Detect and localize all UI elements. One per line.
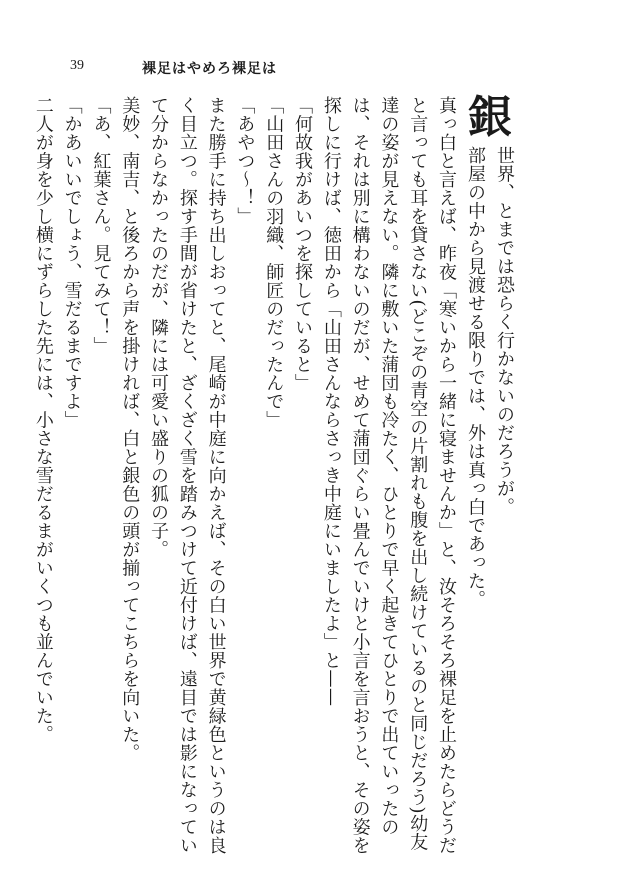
paragraph: また勝手に持ち出しおってと、尾崎が中庭に向かえば、その白い世界で黄緑色というのは良く目立つ。探す手間が省けたと、ざくざく雪を踏みつけて近付けば、遠目では影になっていて分からなかったのだが、隣には可愛い盛りの狐の子。 [148,96,227,855]
paragraph: 「あ、紅葉さん。見てみて！」 [90,96,112,355]
page-header [0,58,630,82]
opening-line-2: 部屋の中から見渡せる限りでは、外は真っ白であった。 [465,146,486,609]
paragraph: 「山田さんの羽織、師匠のだったんで」 [263,96,285,429]
paragraph: 「あやつ〜！」 [234,96,256,226]
body-text [28,96,460,856]
paragraph: 「かあいいでしょう、雪だるまですよ」 [61,96,83,429]
drop-cap: 銀 [468,92,512,143]
paragraph: 二人が身を少し横にずらした先には、小さな雪だるまがいくつも並んでいた。 [32,96,54,744]
paragraph: 美妙、南吉、と後ろから声を掛ければ、白と銀色の頭が揃ってこちらを向いた。 [119,96,141,762]
running-title: 裸足はやめろ裸足は [142,61,277,77]
paragraph: 真っ白と言えば、昨夜「寒いから一緒に寝ませんか」と、汝そろそろ裸足を止めたらどうだと言っても耳を貸さない(どこぞの青空の片割れも腹を出し続けているのと同じだろう)幼友達の姿が見えない。隣に敷いた蒲団も冷たく、ひとりで早く起きてひとりで出ていったのは、それは別に構わないのだが、せめて蒲団ぐらい畳んでいけと小言を言おうと、その姿を探しに行けば、徳田から「山田さんならさっき中庭にいましたよ」と—— [320,96,457,855]
page-number: 39 [70,58,84,73]
opening-line-1: 世界、とまでは恐らく行かないのだろうが。 [494,146,515,516]
paragraph: 「何故我があいつを探していると」 [292,96,314,392]
